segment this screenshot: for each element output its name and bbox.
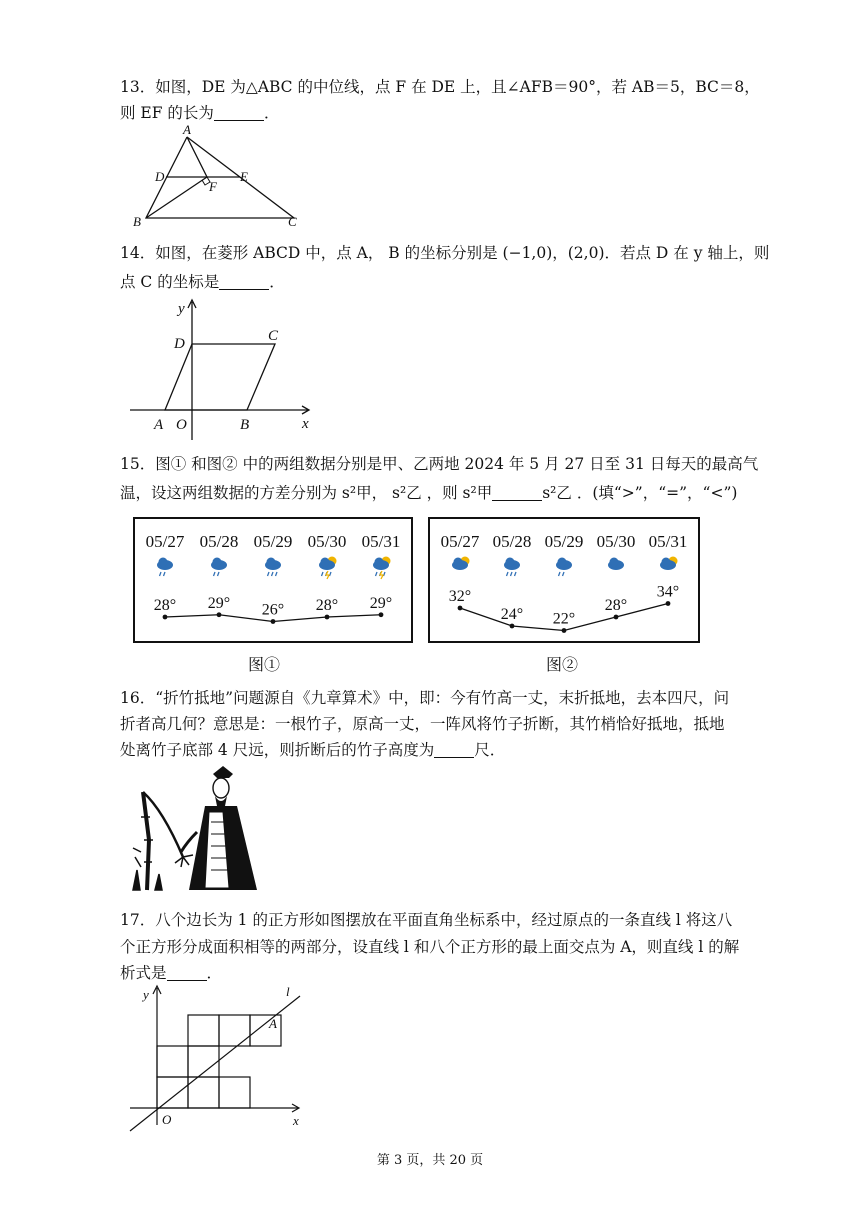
label-e: E bbox=[240, 169, 248, 184]
label-f: F bbox=[209, 179, 217, 194]
q17-line1: 17．八个边长为 1 的正方形如图摆放在平面直角坐标系中，经过原点的一条直线 l 将这八 bbox=[120, 911, 733, 929]
temp-label: 28° bbox=[315, 597, 339, 614]
q13-line2-post: ． bbox=[263, 104, 280, 122]
temp-label: 29° bbox=[369, 594, 393, 612]
chart1-caption: 图① bbox=[248, 655, 281, 674]
date-label: 05/31 bbox=[361, 532, 401, 551]
label-o: O bbox=[176, 417, 187, 433]
temp-label: 28° bbox=[153, 597, 177, 614]
label-c: C bbox=[268, 328, 279, 344]
label-a: A bbox=[269, 1016, 277, 1031]
label-a: A bbox=[183, 122, 191, 137]
q17-line3-post: ． bbox=[206, 964, 223, 982]
date-label: 05/30 bbox=[307, 532, 347, 551]
label-d: D bbox=[155, 169, 165, 184]
label-o: O bbox=[162, 1112, 172, 1127]
q17-line2: 个正方形分成面积相等的两部分，设直线 l 和八个正方形的最上面交点为 A，则直线 l 的解 bbox=[120, 938, 740, 956]
label-b: B bbox=[133, 214, 141, 229]
temp-label: 24° bbox=[500, 606, 524, 623]
label-b: B bbox=[240, 417, 250, 433]
q14-line2-post: ． bbox=[269, 273, 285, 291]
label-y: y bbox=[178, 301, 185, 317]
date-label: 05/28 bbox=[199, 532, 239, 551]
date-label: 05/27 bbox=[440, 532, 480, 551]
label-x: x bbox=[293, 1113, 299, 1128]
q16-line2: 折者高几何？意思是：一根竹子，原高一丈，一阵风将竹子折断，其竹梢恰好抵地，抵地 bbox=[120, 715, 725, 733]
q14-line1: 14．如图，在菱形 ABCD 中，点 A， B 的坐标分别是 (−1,0)，(2,0)．若点 D 在 y 轴上，则 bbox=[120, 244, 770, 262]
temp-label: 22° bbox=[552, 610, 576, 628]
label-c: C bbox=[288, 214, 297, 229]
q15-line1: 15．图① 和图② 中的两组数据分别是甲、乙两地 2024 年 5 月 27 日至 31 日每天的最高气 bbox=[120, 455, 759, 473]
chart2-caption: 图② bbox=[546, 655, 579, 674]
q13-line1: 13．如图，DE 为△ABC 的中位线，点 F 在 DE 上，且∠AFB＝90°，若 AB＝5，BC＝8， bbox=[120, 78, 760, 96]
page-footer: 第 3 页，共 20 页 bbox=[376, 1153, 484, 1168]
date-label: 05/30 bbox=[596, 532, 636, 551]
q15-line2-post: s²乙 ．(填“>”，“=”，“<”) bbox=[542, 484, 738, 502]
label-x: x bbox=[302, 416, 309, 432]
label-l: l bbox=[286, 984, 290, 999]
date-label: 05/29 bbox=[253, 532, 293, 551]
date-label: 05/29 bbox=[544, 532, 584, 551]
q15-line2-pre: 温，设这两组数据的方差分别为 s²甲， s²乙 ，则 s²甲 bbox=[120, 484, 493, 502]
q14-line2-pre: 点 C 的坐标是 bbox=[120, 273, 220, 291]
q16-line3-post: 尺． bbox=[474, 741, 506, 759]
q16-line3-pre: 处离竹子底部 4 尺远，则折断后的竹子高度为 bbox=[120, 741, 435, 759]
label-y: y bbox=[143, 987, 149, 1002]
date-label: 05/31 bbox=[648, 532, 688, 551]
temp-label: 28° bbox=[604, 597, 628, 614]
temp-label: 29° bbox=[207, 594, 231, 612]
label-d: D bbox=[174, 336, 185, 352]
q16-line1: 16．“折竹抵地”问题源自《九章算术》中，即：今有竹高一丈，末折抵地，去本四尺，问 bbox=[120, 689, 730, 707]
date-label: 05/28 bbox=[492, 532, 532, 551]
temp-label: 26° bbox=[261, 601, 285, 619]
q13-line2-pre: 则 EF 的长为 bbox=[120, 104, 214, 122]
q17-line3-pre: 析式是 bbox=[120, 964, 167, 982]
temp-label: 34° bbox=[656, 583, 680, 601]
label-a: A bbox=[154, 417, 164, 433]
date-label: 05/27 bbox=[145, 532, 185, 551]
temp-label: 32° bbox=[448, 588, 472, 605]
